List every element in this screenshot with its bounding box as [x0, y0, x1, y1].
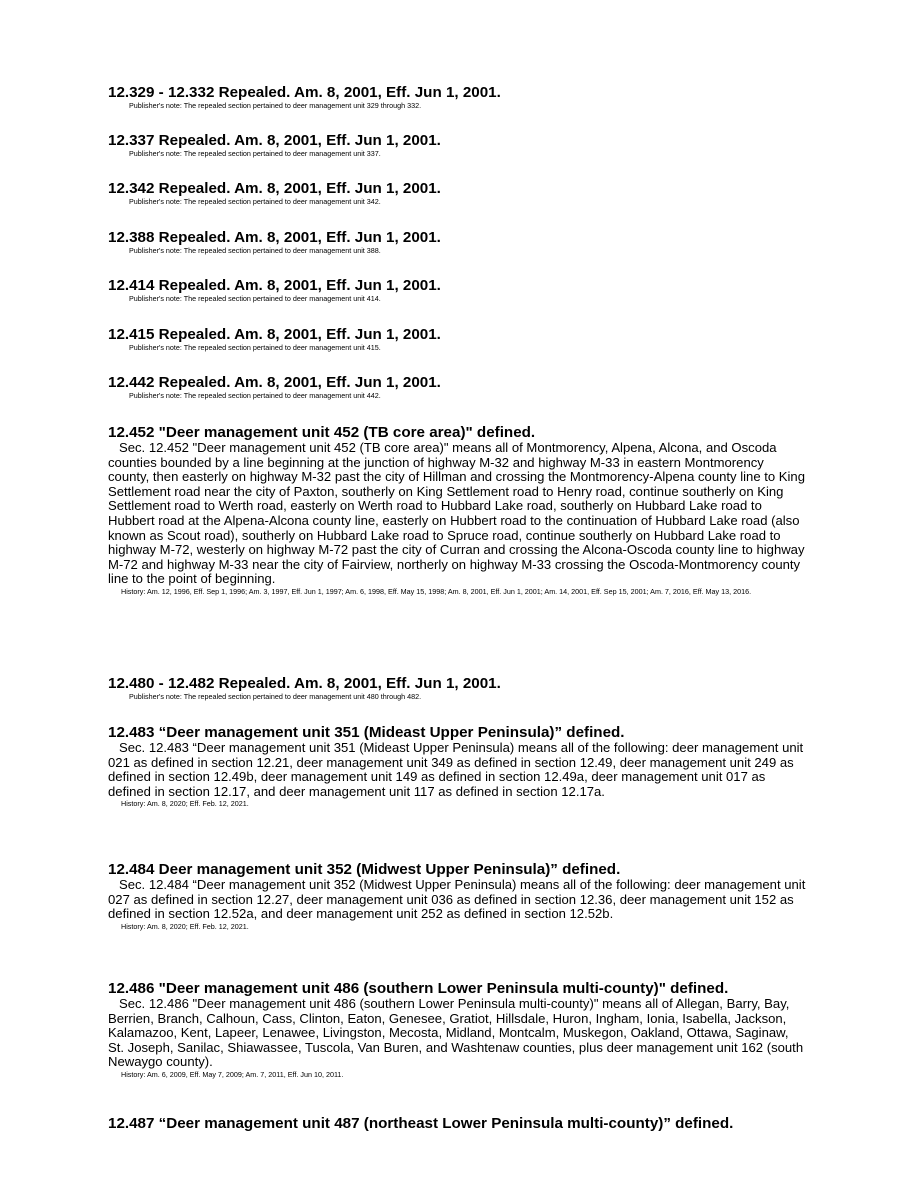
section-heading: 12.480 - 12.482 Repealed. Am. 8, 2001, Eff. Jun 1, 2001.: [108, 675, 501, 692]
section-heading: 12.337 Repealed. Am. 8, 2001, Eff. Jun 1, 2001.: [108, 132, 441, 149]
section-heading: 12.329 - 12.332 Repealed. Am. 8, 2001, Eff. Jun 1, 2001.: [108, 84, 501, 101]
section-12-342: [108, 180, 808, 206]
section-history: History: Am. 8, 2020; Eff. Feb. 12, 2021.: [121, 799, 249, 809]
section-body: Sec. 12.484 “Deer management unit 352 (Midwest Upper Peninsula) means all of the following: deer management unit 027 as defined in section 12.27, deer management unit 036 as defined in section 12.36, deer management unit 152 as defined in section 12.52a, and deer management unit 252 as defined in section 12.52b.: [108, 877, 806, 922]
publishers-note: Publisher's note: The repealed section pertained to deer management unit 337.: [129, 149, 381, 158]
section-12-487: [108, 1115, 808, 1132]
section-12-388: [108, 229, 808, 255]
section-body: Sec. 12.452 "Deer management unit 452 (TB core area)" means all of Montmorency, Alpena, Alcona, and Oscoda counties bounded by a line beginning at the junction of highway M-32 and highway M-33 in eastern Montmorency county, then easterly on highway M-32 past the city of Hillman and crossing the Montmorency-Alpena county line to King Settlement road near the city of Paxton, southerly on King Settlement road to Henry road, continue southerly on King Settlement road to Werth road, easterly on Werth road to Hubbard Lake road, southerly on Hubbard Lake road to Hubbert road at the Alpena-Alcona county line, easterly on Hubbert road to the continuation of Hubbard Lake road (also known as Scout road), southerly on Hubbard Lake road to Spruce road, continue southerly on Hubbard Lake road to highway M-72, westerly on highway M-72 past the city of Curran and crossing the Alcona-Oscoda county line to highway M-72 and highway M-33 near the city of Fairview, northerly on highway M-33 crossing the Oscoda-Montmorency county line to the point of beginning.: [108, 440, 805, 587]
section-body: Sec. 12.483 “Deer management unit 351 (Mideast Upper Peninsula) means all of the following: deer management unit 021 as defined in section 12.21, deer management unit 349 as defined in section 12.49, deer management unit 249 as defined in section 12.49b, deer management unit 149 as defined in section 12.49a, deer management unit 017 as defined in section 12.17, and deer management unit 117 as defined in section 12.17a.: [108, 740, 804, 799]
publishers-note: Publisher's note: The repealed section pertained to deer management unit 480 through 482.: [129, 692, 422, 701]
section-history: History: Am. 8, 2020; Eff. Feb. 12, 2021.: [121, 921, 249, 931]
section-heading: 12.452 "Deer management unit 452 (TB core area)" defined.: [108, 424, 536, 441]
section-heading: 12.486 "Deer management unit 486 (southern Lower Peninsula multi-county)" defined.: [108, 980, 729, 997]
publishers-note: Publisher's note: The repealed section pertained to deer management unit 415.: [129, 343, 381, 352]
section-12-415: [108, 326, 808, 352]
section-12-452: [108, 424, 808, 596]
section-heading: 12.342 Repealed. Am. 8, 2001, Eff. Jun 1, 2001.: [108, 180, 441, 197]
section-12-337: [108, 132, 808, 158]
section-12-329: [108, 84, 808, 110]
publishers-note: Publisher's note: The repealed section pertained to deer management unit 342.: [129, 197, 381, 206]
section-heading: 12.388 Repealed. Am. 8, 2001, Eff. Jun 1, 2001.: [108, 229, 441, 246]
section-12-486: [108, 980, 808, 1079]
publishers-note: Publisher's note: The repealed section pertained to deer management unit 414.: [129, 294, 381, 303]
section-12-484: [108, 861, 808, 931]
section-12-483: [108, 724, 808, 808]
section-heading: 12.483 “Deer management unit 351 (Mideast Upper Peninsula)” defined.: [108, 724, 625, 741]
section-heading: 12.414 Repealed. Am. 8, 2001, Eff. Jun 1, 2001.: [108, 277, 441, 294]
section-history: History: Am. 12, 1996, Eff. Sep 1, 1996; Am. 3, 1997, Eff. Jun 1, 1997; Am. 6, 1998, Eff. May 15, 1998; Am. 8, 2001, Eff. Jun 1, 2001; Am. 14, 2001, Eff. Sep 15, 2001; Am. 7, 2016, Eff. May 13, 2016.: [121, 586, 752, 596]
section-body: Sec. 12.486 "Deer management unit 486 (southern Lower Peninsula multi-county)" means all of Allegan, Barry, Bay, Berrien, Branch, Calhoun, Cass, Clinton, Eaton, Genesee, Gratiot, Hillsdale, Huron, Ingham, Ionia, Isabella, Jackson, Kalamazoo, Kent, Lapeer, Lenawee, Livingston, Mecosta, Midland, Montcalm, Muskegon, Oakland, Ottawa, Saginaw, St. Joseph, Sanilac, Shiawassee, Tuscola, Van Buren, and Washtenaw counties, plus deer management unit 162 (south Newaygo county).: [108, 996, 804, 1070]
section-heading: 12.415 Repealed. Am. 8, 2001, Eff. Jun 1, 2001.: [108, 326, 441, 343]
publishers-note: Publisher's note: The repealed section pertained to deer management unit 388.: [129, 246, 381, 255]
section-12-414: [108, 277, 808, 303]
section-history: History: Am. 6, 2009, Eff. May 7, 2009; Am. 7, 2011, Eff. Jun 10, 2011.: [121, 1069, 344, 1079]
publishers-note: Publisher's note: The repealed section pertained to deer management unit 442.: [129, 391, 381, 400]
publishers-note: Publisher's note: The repealed section pertained to deer management unit 329 through 332.: [129, 101, 422, 110]
section-12-442: [108, 374, 808, 400]
section-heading: 12.484 Deer management unit 352 (Midwest Upper Peninsula)” defined.: [108, 861, 621, 878]
section-heading: 12.442 Repealed. Am. 8, 2001, Eff. Jun 1, 2001.: [108, 374, 441, 391]
section-heading: 12.487 “Deer management unit 487 (northeast Lower Peninsula multi-county)” defined.: [108, 1115, 734, 1132]
section-12-480: [108, 675, 808, 701]
